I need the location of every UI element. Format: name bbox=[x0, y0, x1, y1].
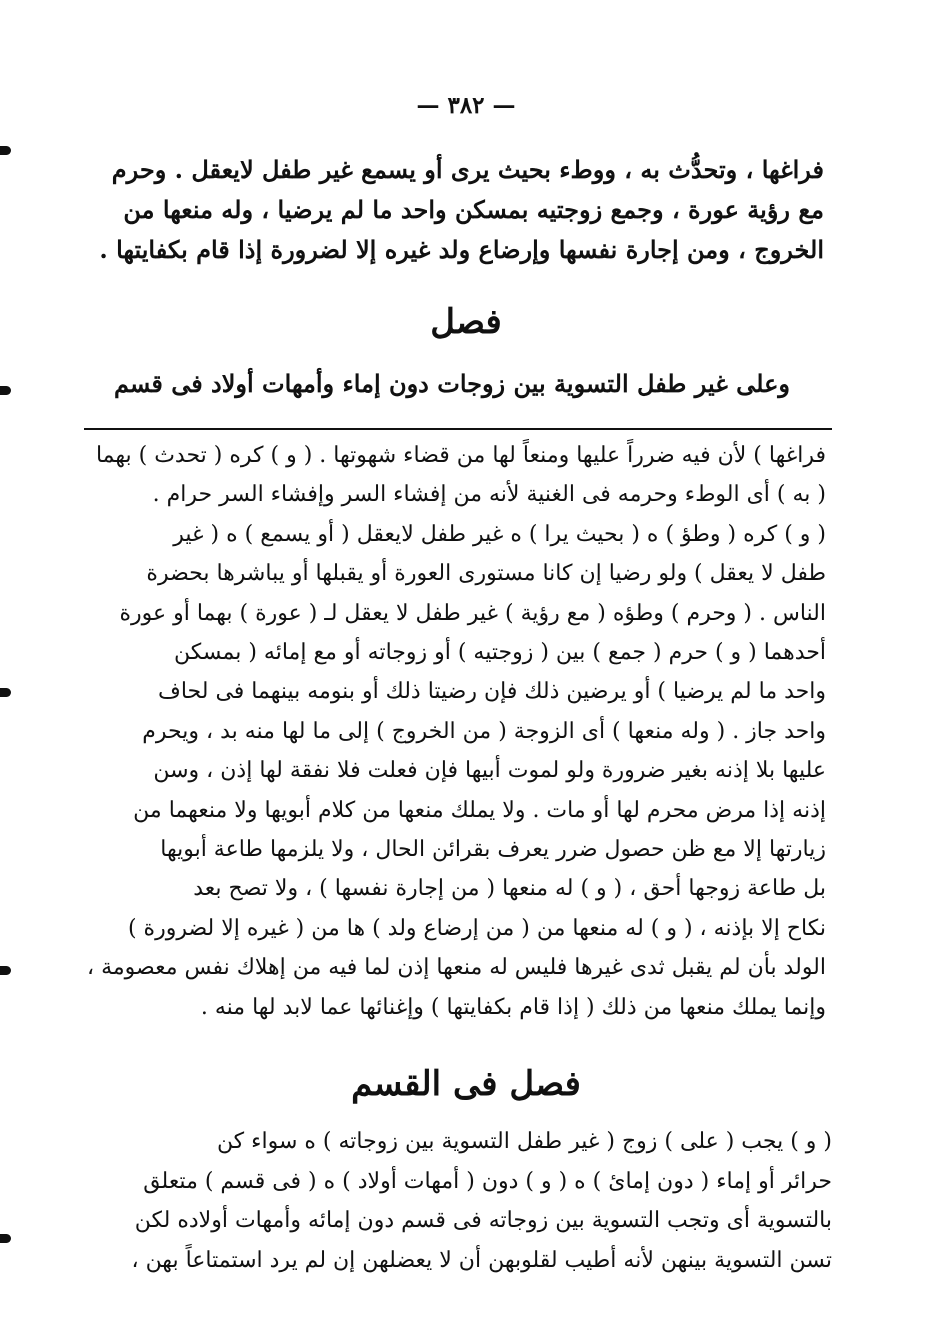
text-line: فراغها ، وتحدُّث به ، ووطء بحيث يرى أو يسمع غير طفل لايعقل . وحرم bbox=[111, 155, 824, 184]
text-line: طفل لا يعقل ) ولو رضيا إن كانا مستورى العورة أو يقبلها أو يباشرها بحضرة bbox=[146, 561, 826, 587]
text-line: حرائر أو إماء ( دون إمائ ) ه ( و ) دون ( أمهات أولاد ) ه ( فى قسم ) متعلق bbox=[143, 1168, 832, 1194]
margin-mark bbox=[0, 386, 11, 395]
text-line: إذنه إذا مرض محرم لها أو مات . ولا يملك منعها من كلام أبويها ولا منعهما من bbox=[133, 797, 826, 823]
matn-text-section bbox=[90, 364, 790, 404]
section-heading: فصل bbox=[430, 302, 502, 342]
text-line: مع رؤية عورة ، وجمع زوجتيه بمسكن واحد ما لم يرضيا ، وله منعها من bbox=[123, 195, 824, 224]
text-line: بل طاعة زوجها أحق ، ( و ) له منعها ( من إجارة نفسها ) ، ولا تصح بعد bbox=[193, 876, 826, 902]
divider-rule bbox=[84, 428, 832, 430]
text-line: الخروج ، ومن إجارة نفسها وإرضاع ولد غيره إلا لضرورة إذا قام بكفايتها . bbox=[99, 235, 824, 264]
text-line: واحد ما لم يرضيا ) أو يرضين ذلك فإن رضيتا ذلك أو بنومه بينهما فى لحاف bbox=[158, 679, 826, 705]
text-line: الناس . ( وحرم ) وطؤه ( مع رؤية ) غير طفل لا يعقل لـ ( عورة ) بهما أو عورة bbox=[119, 600, 826, 626]
text-line: عليها بلا إذنه بغير ضرورة ولو لموت أبيها فإن فعلت فلا نفقة لها إذن ، وسن bbox=[153, 758, 826, 784]
commentary-text bbox=[80, 436, 826, 1027]
text-line: فراغها ) لأن فيه ضرراً عليها ومنعاً لها من قضاء شهوتها . ( و ) كره ( تحدث ) بهما bbox=[95, 443, 826, 468]
section-heading: فصل فى القسم bbox=[351, 1064, 581, 1104]
text-line: واحد جاز . ( وله منعها ) أى الزوجة ( من الخروج ) إلى ما لها منه بد ، ويحرم bbox=[142, 718, 826, 744]
commentary-text-section bbox=[72, 1122, 832, 1280]
text-line: وإنما يملك منعها من ذلك ( إذا قام بكفايتها ) وإغنائها عما لابد لها منه . bbox=[200, 994, 826, 1020]
text-line: نكاح إلا بإذنه ، ( و ) له منعها من ( من إرضاع ولد ) ها من ( غيره إلا لضرورة ) bbox=[127, 915, 826, 941]
text-line: تسن التسوية بينهن لأنه أطيب لقلوبهن أن لا يعضلهن إن لم يرد استمتاعاً بهن ، bbox=[131, 1247, 832, 1273]
page-number: — ٣٨٢ — bbox=[416, 92, 516, 119]
margin-mark bbox=[0, 146, 11, 155]
text-line: وعلى غير طفل التسوية بين زوجات دون إماء وأمهات أولاد فى قسم bbox=[114, 369, 790, 398]
text-line: أحدهما ( و ) حرم ( جمع ) بين ( زوجتيه ) أو زوجاته أو مع إمائه ( بمسكن bbox=[174, 640, 826, 666]
matn-text-top bbox=[84, 150, 824, 270]
margin-mark bbox=[0, 1234, 11, 1243]
text-line: الولد بأن لم يقبل ثدى غيرها فليس له منعها إذن لما فيه من إهلاك نفس معصومة ، bbox=[86, 955, 826, 981]
margin-mark bbox=[0, 688, 11, 697]
margin-mark bbox=[0, 966, 11, 975]
text-line: زيارتها إلا مع ظن حصول ضرر يعرف بقرائن الحال ، ولا يلزمها طاعة أبويها bbox=[160, 837, 826, 863]
text-line: ( و ) كره ( وطؤ ) ه ( بحيث يرا ) ه غير طفل لايعقل ( أو يسمع ) ه ( غير bbox=[173, 521, 826, 547]
text-line: بالتسوية أى وتجب التسوية بين زوجاته فى قسم دون إمائه وأمهات أولاده لكن bbox=[134, 1208, 832, 1233]
text-line: ( و ) يجب ( على ) زوج ( غير طفل التسوية بين زوجاته ) ه سواء كن bbox=[216, 1129, 832, 1154]
text-line: ( به ) أى الوطء وحرمه فى الغنية لأنه من إفشاء السر وإفشاء السر حرام . bbox=[152, 482, 826, 508]
